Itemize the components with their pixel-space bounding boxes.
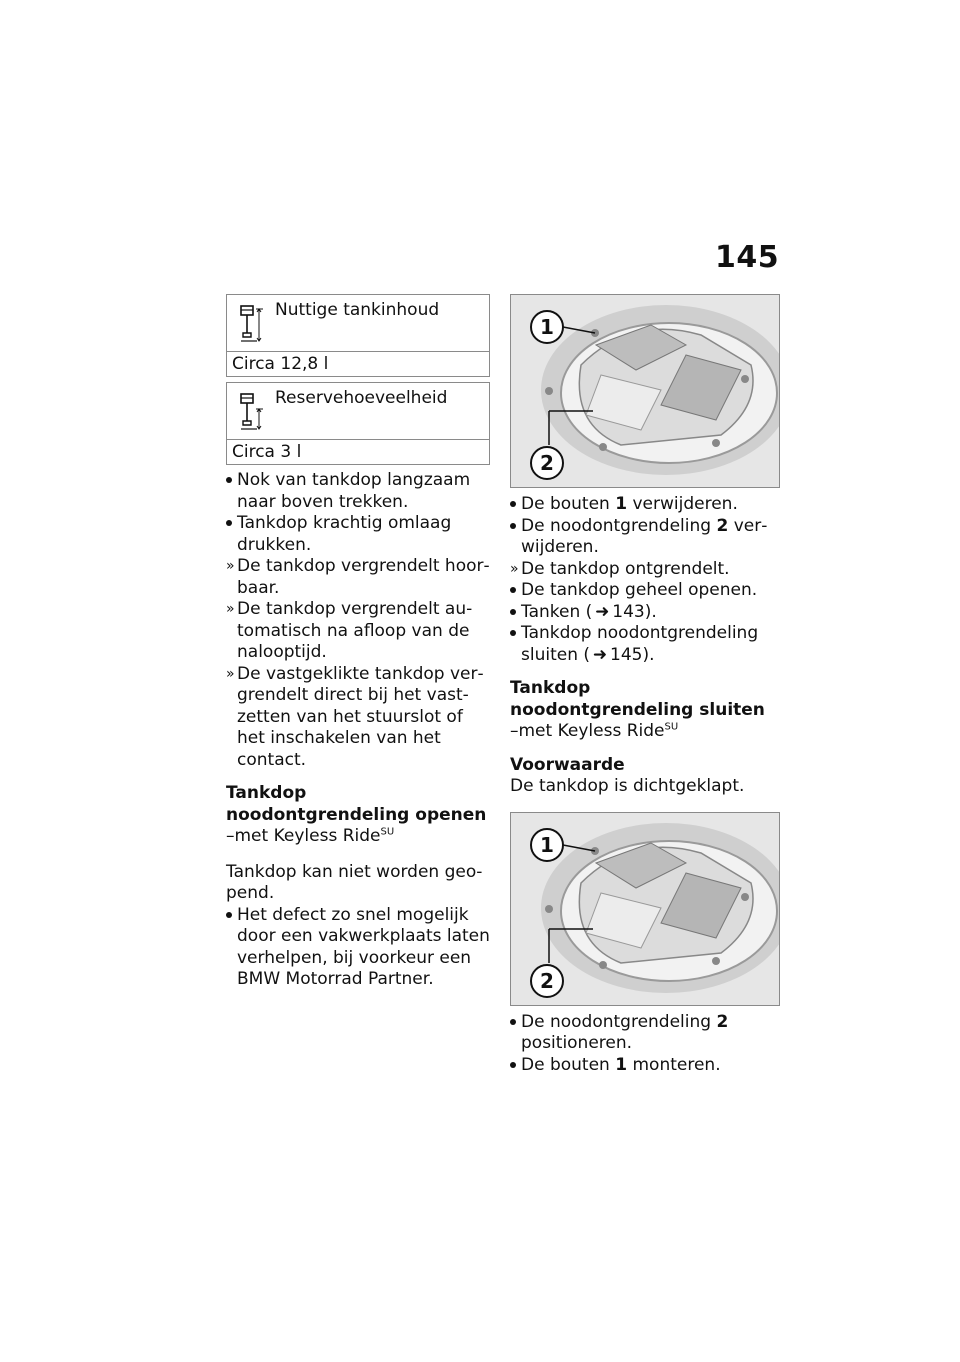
list-item: De bouten 1 verwijderen. <box>510 494 774 516</box>
fuel-cap-illustration <box>511 295 779 487</box>
spec-value: Circa 3 l <box>232 442 302 462</box>
page-reference-arrow-icon[interactable]: ➜ <box>595 601 610 622</box>
list-item: Tankdop noodontgrendeling sluiten ( ➜ 145). <box>510 623 774 666</box>
spec-label: Nuttige tankinhoud <box>275 300 440 320</box>
spec-label: Reservehoeveelheid <box>275 388 448 408</box>
list-item: Het defect zo snel mogelijk door een vakwerkplaats laten verhelpen, bij voorkeur een BMW Motorrad Partner. <box>226 905 490 991</box>
page-link[interactable]: 145 <box>610 644 643 665</box>
right-column <box>510 294 774 1076</box>
bullet-icon <box>510 1019 516 1025</box>
list-item: Tanken ( ➜ 143). <box>510 602 774 624</box>
list-item: Nok van tankdop langzaam naar boven trekken. <box>226 470 490 513</box>
spec-value: Circa 12,8 l <box>232 354 329 374</box>
callout-1: 1 <box>540 315 554 339</box>
section-heading: Tankdop noodontgrendeling sluiten <box>510 678 765 720</box>
page-link[interactable]: 143 <box>612 601 645 622</box>
paragraph: Tankdop kan niet worden geopend. <box>226 861 483 903</box>
list-item: » De vastgeklikte tankdop vergrendelt direct bij het vastzetten van het stuurslot of het inschakelen van het contact. <box>226 663 484 770</box>
option-note: –met Keyless Ride$^{SU}$ <box>510 721 679 741</box>
result-arrow-icon: » <box>226 558 235 574</box>
fuel-cap-figure <box>510 812 780 1006</box>
step-list <box>510 1012 774 1077</box>
result-arrow-icon: » <box>226 665 235 682</box>
condition-text: De tankdop is dichtgeklapt. <box>510 776 745 796</box>
left-column <box>226 294 490 991</box>
option-note: –met Keyless Ride$^{SU}$ <box>226 826 395 846</box>
step-list <box>226 470 490 771</box>
bullet-icon <box>226 520 232 526</box>
bullet-icon <box>226 912 232 918</box>
list-item: » De tankdop ontgrendelt. <box>510 558 730 579</box>
bullet-icon <box>510 587 516 593</box>
spec-usable-capacity <box>226 294 490 377</box>
list-item: Tankdop krachtig omlaag drukken. <box>226 513 490 556</box>
spec-reserve-quantity <box>226 382 490 465</box>
callout-2: 2 <box>540 451 554 475</box>
result-arrow-icon: » <box>510 560 519 577</box>
bullet-icon <box>510 501 516 507</box>
result-arrow-icon: » <box>226 601 235 617</box>
fuel-cap-illustration <box>511 813 779 1005</box>
condition-heading: Voorwaarde <box>510 754 625 775</box>
fuel-cap-figure <box>510 294 780 488</box>
page-reference-arrow-icon[interactable]: ➜ <box>592 644 608 665</box>
list-item: De noodontgrendeling 2 positioneren. <box>510 1012 774 1055</box>
list-item: De noodontgrendeling 2 verwijderen. <box>510 516 774 559</box>
callout-1: 1 <box>540 832 554 857</box>
bullet-icon <box>226 477 232 483</box>
step-list <box>226 905 490 991</box>
list-item: De tankdop geheel openen. <box>510 580 774 602</box>
list-item: » De tankdop vergrendelt automatisch na afloop van de nalooptijd. <box>226 599 473 662</box>
callout-2: 2 <box>540 968 554 993</box>
section-heading: Tankdop noodontgrendeling openen <box>226 783 487 825</box>
bullet-icon <box>510 523 516 529</box>
list-item: » De tankdop vergrendelt hoorbaar. <box>226 556 490 598</box>
bullet-icon <box>510 1062 516 1068</box>
fuel-pump-gauge-icon <box>239 391 267 435</box>
fuel-pump-gauge-icon <box>239 303 267 347</box>
step-list <box>510 494 774 666</box>
page-number: 145 <box>715 240 780 275</box>
list-item: De bouten 1 monteren. <box>510 1055 774 1077</box>
bullet-icon <box>510 609 516 615</box>
bullet-icon <box>510 630 516 636</box>
